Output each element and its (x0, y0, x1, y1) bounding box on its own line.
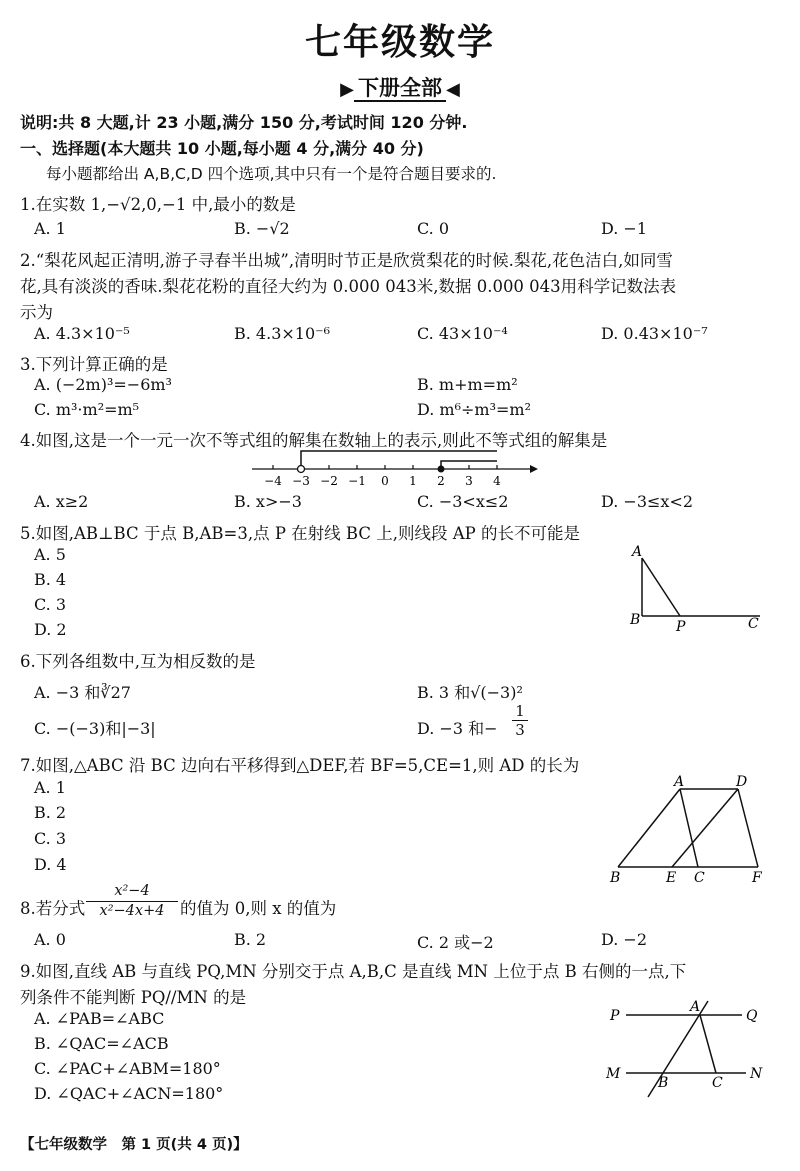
tick-label: 2 (437, 474, 445, 488)
triangle-right-icon: ▶ (340, 79, 354, 100)
label-p: P (676, 619, 686, 632)
tick-label: −2 (320, 474, 338, 488)
q3-option-d[interactable]: D. m⁶÷m³=m² (417, 400, 531, 419)
q4-option-a[interactable]: A. x≥2 (34, 492, 89, 511)
q6-stem: 6.下列各组数中,互为相反数的是 (20, 652, 256, 671)
label-a: A (690, 999, 701, 1015)
label-c: C (694, 870, 705, 885)
label-b: B (630, 612, 641, 628)
q6-option-b[interactable]: B. 3 和√(−3)² (417, 683, 523, 702)
q2-stem-line2: 花,具有淡淡的香味.梨花花粉的直径大约为 0.000 043米,数据 0.000 043用科学记数法表 (20, 277, 677, 296)
q7-stem: 7.如图,△ABC 沿 BC 边向右平移得到△DEF,若 BF=5,CE=1,则 AD 的长为 (20, 756, 580, 775)
right-triangle-figure (620, 540, 770, 632)
q9-option-c[interactable]: C. ∠PAC+∠ABM=180° (34, 1059, 221, 1078)
label-p: P (610, 1008, 620, 1024)
q9-stem-line2: 列条件不能判断 PQ//MN 的是 (20, 988, 247, 1007)
q7-option-c[interactable]: C. 3 (34, 829, 67, 848)
q6-option-a[interactable]: A. −3 和∛27 (34, 683, 131, 702)
q5-option-a[interactable]: A. 5 (34, 545, 66, 564)
number-line-figure (240, 447, 540, 489)
q2-option-c[interactable]: C. 43×10⁻⁴ (417, 324, 508, 343)
q8-option-c[interactable]: C. 2 或−2 (417, 933, 494, 952)
q3-option-c[interactable]: C. m³·m²=m⁵ (34, 400, 140, 419)
q1-option-b[interactable]: B. −√2 (234, 219, 290, 238)
label-c: C (712, 1075, 723, 1091)
q5-option-b[interactable]: B. 4 (34, 570, 67, 589)
q9-option-b[interactable]: B. ∠QAC=∠ACB (34, 1034, 169, 1053)
q8-stem-prefix: 8.若分式 (20, 899, 86, 918)
q3-option-b[interactable]: B. m+m=m² (417, 375, 518, 394)
q2-option-a[interactable]: A. 4.3×10⁻⁵ (34, 324, 130, 343)
tick-label: 0 (381, 474, 389, 488)
q8-fraction (86, 882, 178, 921)
fraction-denominator: 3 (512, 720, 528, 739)
tick-label: 4 (493, 474, 501, 488)
q1-option-d[interactable]: D. −1 (601, 219, 648, 238)
q4-option-c[interactable]: C. −3<x≤2 (417, 492, 509, 511)
q5-option-d[interactable]: D. 2 (34, 620, 67, 639)
q4-stem: 4.如图,这是一个一元一次不等式组的解集在数轴上的表示,则此不等式组的解集是 (20, 431, 608, 450)
q2-stem-line3: 示为 (20, 303, 53, 322)
fraction-denominator: x²−4x+4 (86, 901, 178, 921)
q7-option-d[interactable]: D. 4 (34, 855, 67, 874)
label-a: A (632, 544, 643, 560)
q2-option-b[interactable]: B. 4.3×10⁻⁶ (234, 324, 330, 343)
q2-stem-line1: 2.“梨花风起正清明,游子寻春半出城”,清明时节正是欣赏梨花的时候.梨花,花色洁白,如同雪 (20, 251, 673, 270)
fraction-numerator: 1 (515, 702, 525, 720)
open-point-marker (298, 466, 305, 473)
q8-stem-suffix: 的值为 0,则 x 的值为 (180, 899, 337, 918)
label-c: C (748, 616, 759, 632)
tick-label: −3 (292, 474, 310, 488)
q3-stem: 3.下列计算正确的是 (20, 355, 168, 374)
label-m: M (606, 1066, 621, 1082)
q8-option-a[interactable]: A. 0 (34, 930, 66, 949)
tick-label: −4 (264, 474, 282, 488)
label-q: Q (746, 1008, 758, 1024)
q8-option-b[interactable]: B. 2 (234, 930, 267, 949)
q6-fraction (512, 702, 528, 739)
section1-note: 每小题都给出 A,B,C,D 四个选项,其中只有一个是符合题目要求的. (46, 165, 497, 183)
q1-option-c[interactable]: C. 0 (417, 219, 450, 238)
q4-option-b[interactable]: B. x>−3 (234, 492, 302, 511)
triangle-left-icon: ◀ (446, 79, 460, 100)
section1-title: 一、选择题(本大题共 10 小题,每小题 4 分,满分 40 分) (20, 139, 424, 158)
q4-option-d[interactable]: D. −3≤x<2 (601, 492, 694, 511)
q6-option-d[interactable]: D. −3 和− (417, 719, 498, 738)
page-subtitle (0, 72, 800, 102)
exam-summary: 说明:共 8 大题,计 23 小题,满分 150 分,考试时间 120 分钟. (20, 113, 468, 132)
subtitle-text: 下册全部 (354, 76, 446, 102)
label-e: E (666, 870, 677, 885)
label-d: D (736, 775, 748, 790)
tick-label: 1 (409, 474, 417, 488)
q5-stem: 5.如图,AB⊥BC 于点 B,AB=3,点 P 在射线 BC 上,则线段 AP 的长不可能是 (20, 524, 580, 543)
tick-label: −1 (348, 474, 366, 488)
tick-label: 3 (465, 474, 473, 488)
q9-option-d[interactable]: D. ∠QAC+∠ACN=180° (34, 1084, 224, 1103)
translated-triangles-figure (600, 775, 775, 885)
label-b: B (658, 1075, 669, 1091)
q6-option-c[interactable]: C. −(−3)和|−3| (34, 719, 156, 738)
parallel-lines-figure (600, 995, 770, 1100)
q2-option-d[interactable]: D. 0.43×10⁻⁷ (601, 324, 708, 343)
page-footer: 【七年级数学 第 1 页(共 4 页)】 (20, 1137, 248, 1153)
q5-option-c[interactable]: C. 3 (34, 595, 67, 614)
q1-stem: 1.在实数 1,−√2,0,−1 中,最小的数是 (20, 195, 296, 214)
q9-stem-line1: 9.如图,直线 AB 与直线 PQ,MN 分别交于点 A,B,C 是直线 MN 上位于点 B 右侧的一点,下 (20, 962, 687, 981)
q9-option-a[interactable]: A. ∠PAB=∠ABC (34, 1009, 165, 1028)
q7-option-a[interactable]: A. 1 (34, 778, 66, 797)
fraction-numerator: x²−4 (114, 883, 150, 899)
q1-option-a[interactable]: A. 1 (34, 219, 66, 238)
label-b: B (610, 870, 621, 885)
label-n: N (750, 1066, 763, 1082)
closed-point-marker (438, 466, 445, 473)
label-a: A (674, 775, 685, 790)
label-f: F (752, 870, 762, 885)
q3-option-a[interactable]: A. (−2m)³=−6m³ (34, 375, 172, 394)
page-title: 七年级数学 (304, 22, 495, 63)
q7-option-b[interactable]: B. 2 (34, 803, 67, 822)
q8-option-d[interactable]: D. −2 (601, 930, 648, 949)
